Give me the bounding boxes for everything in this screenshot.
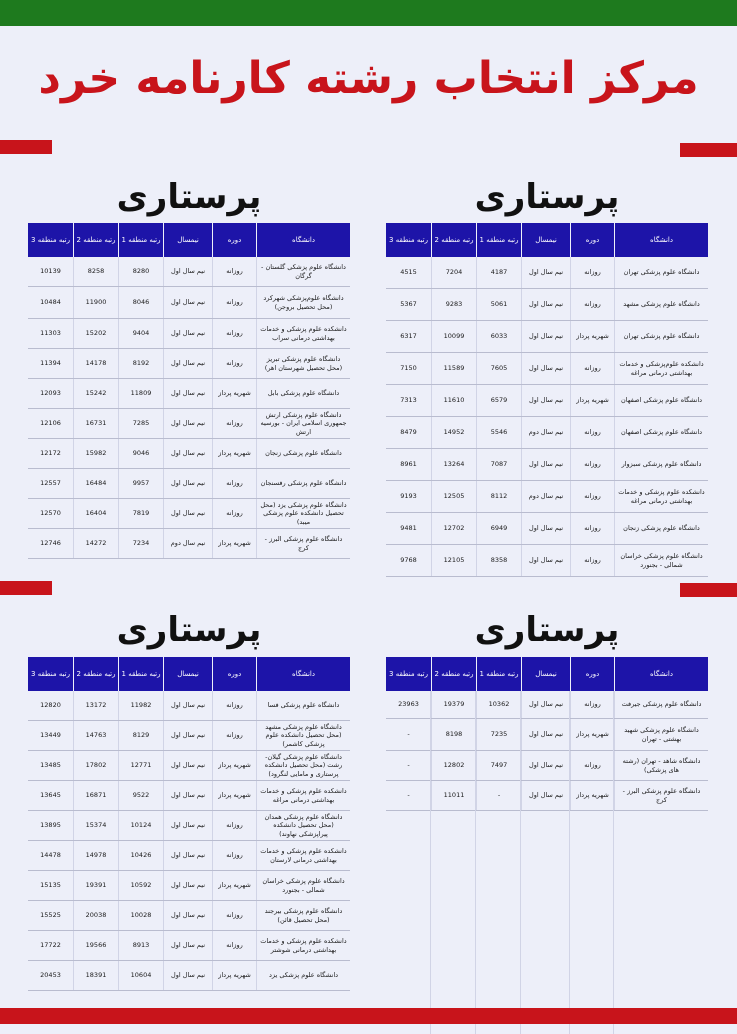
- header-university: دانشگاه: [256, 657, 350, 691]
- table-body: [28, 691, 350, 991]
- cell-course-type: روزانه: [570, 257, 614, 288]
- cell-semester: نیم سال اول: [163, 469, 212, 498]
- cell-rank-region-3: 7313: [400, 396, 417, 405]
- accent-bar-left-top: [0, 140, 52, 154]
- cell-university: دانشگاه علوم پزشکی ارتش جمهوری اسلامی ایران - بورسیه ارتش: [256, 409, 350, 438]
- header-rank-region-3: رتبه منطقه 3: [389, 235, 429, 244]
- cell-rank-region-2: 13264: [431, 449, 476, 480]
- cell-rank-region-3: -: [407, 791, 410, 800]
- cell-university: دانشگاه علوم پزشکی خراسان شمالی - بجنورد: [256, 871, 350, 900]
- cell-course-type: شهریه پرداز: [212, 781, 256, 810]
- cell-rank-region-1: 10426: [118, 841, 163, 870]
- cell-rank-region-3: 17722: [40, 941, 61, 950]
- cell-rank-region-1: 6949: [476, 513, 521, 544]
- header-semester: نیمسال: [163, 223, 212, 257]
- table-row: [28, 409, 350, 439]
- table-row: [386, 513, 708, 545]
- cell-course-type: شهریه پرداز: [570, 719, 614, 750]
- cell-university: دانشگاه علوم پزشکی اصفهان: [614, 417, 708, 448]
- cell-rank-region-2: 16484: [73, 469, 118, 498]
- table-row: [28, 931, 350, 961]
- table-row: [386, 781, 708, 811]
- cell-rank-region-2: 17802: [73, 751, 118, 780]
- table-row: [386, 719, 708, 751]
- table-row: [386, 481, 708, 513]
- cell-semester: نیم سال اول: [163, 257, 212, 286]
- cell-rank-region-1: 9046: [118, 439, 163, 468]
- cell-rank-region-1: 5061: [476, 289, 521, 320]
- cell-course-type: روزانه: [570, 289, 614, 320]
- cell-semester: نیم سال اول: [521, 257, 570, 288]
- table-header: [386, 657, 708, 691]
- cell-university: دانشگاه علوم پزشکی تهران: [614, 321, 708, 352]
- table-row: [28, 781, 350, 811]
- cell-rank-region-1: 10592: [118, 871, 163, 900]
- cell-rank-region-3: -: [407, 730, 410, 739]
- cell-rank-region-3: 12570: [40, 509, 61, 518]
- table-panel-top-right: [386, 223, 708, 577]
- cell-rank-region-2: 15242: [73, 379, 118, 408]
- cell-course-type: روزانه: [212, 691, 256, 720]
- page-title: مرکز انتخاب رشته کارنامه خرد: [38, 53, 699, 104]
- cell-rank-region-3: 10139: [40, 267, 61, 276]
- cell-rank-region-2: 19391: [73, 871, 118, 900]
- header-rank-region-3: رتبه منطقه 3: [31, 669, 71, 678]
- cell-rank-region-1: 7285: [118, 409, 163, 438]
- cell-semester: نیم سال اول: [521, 781, 570, 810]
- cell-rank-region-2: 16731: [73, 409, 118, 438]
- table-row: [28, 841, 350, 871]
- cell-rank-region-2: 13172: [73, 691, 118, 720]
- table-row: [386, 353, 708, 385]
- cell-university: دانشکده علوم پزشکی و خدمات بهداشتی درمانی مراغه: [256, 781, 350, 810]
- cell-course-type: شهریه پرداز: [570, 781, 614, 810]
- cell-rank-region-1: 7234: [118, 529, 163, 558]
- cell-rank-region-1: 8046: [118, 287, 163, 318]
- cell-semester: نیم سال اول: [521, 353, 570, 384]
- cell-rank-region-1: -: [476, 781, 521, 810]
- cell-university: دانشکده علوم پزشکی و خدمات بهداشتی درمانی مراغه: [614, 481, 708, 512]
- cell-semester: نیم سال اول: [163, 781, 212, 810]
- header-rank-region-2: رتبه منطقه 2: [73, 657, 118, 691]
- header-course-type: دوره: [570, 657, 614, 691]
- cell-course-type: روزانه: [570, 449, 614, 480]
- cell-university: دانشگاه علوم پزشکی گلستان - گرگان: [256, 257, 350, 286]
- table-header: [28, 657, 350, 691]
- cell-rank-region-1: 10124: [118, 811, 163, 840]
- cell-semester: نیم سال اول: [163, 691, 212, 720]
- cell-semester: نیم سال اول: [521, 289, 570, 320]
- cell-semester: نیم سال اول: [521, 449, 570, 480]
- cell-rank-region-2: 14178: [73, 349, 118, 378]
- cell-rank-region-1: 8280: [118, 257, 163, 286]
- cell-university: دانشگاه علوم پزشکی همدان (محل تحصیل دانشکده پیراپزشکی نهاوند): [256, 811, 350, 840]
- table-row: [28, 901, 350, 931]
- cell-rank-region-3: 14478: [40, 851, 61, 860]
- cell-rank-region-1: 10362: [476, 691, 521, 718]
- cell-rank-region-1: 8129: [118, 721, 163, 750]
- cell-rank-region-2: 19379: [431, 691, 476, 718]
- cell-semester: نیم سال اول: [521, 545, 570, 576]
- cell-university: دانشگاه علوم پزشکی یزد (محل تحصیل دانشکده علوم پزشکی میبد): [256, 499, 350, 528]
- cell-course-type: روزانه: [212, 931, 256, 960]
- cell-course-type: شهریه پرداز: [212, 751, 256, 780]
- cell-university: دانشگاه علوم پزشکی مشهد: [614, 289, 708, 320]
- table-panel-bottom-left: [28, 657, 350, 991]
- table-row: [28, 811, 350, 841]
- cell-rank-region-2: 10099: [431, 321, 476, 352]
- header-course-type: دوره: [570, 223, 614, 257]
- cell-rank-region-2: 7204: [431, 257, 476, 288]
- header-semester: نیمسال: [163, 657, 212, 691]
- cell-course-type: روزانه: [212, 257, 256, 286]
- cell-rank-region-1: 12771: [118, 751, 163, 780]
- header-rank-region-3: رتبه منطقه 3: [31, 235, 71, 244]
- cell-rank-region-1: 5546: [476, 417, 521, 448]
- cell-course-type: شهریه پرداز: [212, 871, 256, 900]
- cell-rank-region-1: 10028: [118, 901, 163, 930]
- cell-rank-region-1: 9522: [118, 781, 163, 810]
- table-row: [386, 449, 708, 481]
- table-panel-top-left: [28, 223, 350, 559]
- cell-university: دانشکده علوم پزشکی و خدمات بهداشتی درمانی شوشتر: [256, 931, 350, 960]
- header-rank-region-1: رتبه منطقه 1: [118, 223, 163, 257]
- cell-course-type: روزانه: [212, 811, 256, 840]
- table-row: [386, 691, 708, 719]
- accent-bar-left-mid: [0, 581, 52, 595]
- table-row: [28, 349, 350, 379]
- cell-university: دانشگاه علوم پزشکی تهران: [614, 257, 708, 288]
- cell-semester: نیم سال اول: [521, 513, 570, 544]
- table-row: [28, 469, 350, 499]
- cell-rank-region-2: 18391: [73, 961, 118, 990]
- column-divider: [613, 691, 614, 1034]
- cell-university: دانشگاه علوم پزشکی سبزوار: [614, 449, 708, 480]
- table-row: [28, 379, 350, 409]
- table-panel-bottom-right: [386, 657, 708, 1034]
- cell-university: دانشکده علوم پزشکی و خدمات بهداشتی درمانی لارستان: [256, 841, 350, 870]
- cell-semester: نیم سال اول: [521, 385, 570, 416]
- cell-rank-region-3: 15525: [40, 911, 61, 920]
- column-divider: [520, 691, 521, 1034]
- cell-university: دانشگاه علوم پزشکی یزد: [256, 961, 350, 990]
- cell-rank-region-3: 23963: [398, 700, 419, 709]
- table-row: [28, 961, 350, 991]
- table-row: [28, 721, 350, 751]
- table-row: [28, 871, 350, 901]
- cell-rank-region-2: 19566: [73, 931, 118, 960]
- cell-university: دانشگاه علوم پزشکی رفسنجان: [256, 469, 350, 498]
- cell-course-type: روزانه: [212, 721, 256, 750]
- cell-course-type: روزانه: [570, 691, 614, 718]
- cell-rank-region-3: 9481: [400, 524, 417, 533]
- cell-semester: نیم سال اول: [163, 499, 212, 528]
- section-title-bottom-left: پرستاری: [116, 610, 262, 650]
- cell-course-type: روزانه: [570, 353, 614, 384]
- accent-bar-right-top: [680, 143, 737, 157]
- cell-university: دانشگاه علوم پزشکی شهید بهشتی - تهران: [614, 719, 708, 750]
- table-header: [28, 223, 350, 257]
- cell-rank-region-2: 11589: [431, 353, 476, 384]
- header-course-type: دوره: [212, 657, 256, 691]
- cell-rank-region-2: 8258: [73, 257, 118, 286]
- cell-university: دانشکده علوم‌پزشکی و خدمات بهداشتی درمانی مراغه: [614, 353, 708, 384]
- cell-rank-region-1: 7235: [476, 719, 521, 750]
- cell-course-type: روزانه: [212, 319, 256, 348]
- cell-rank-region-1: 8358: [476, 545, 521, 576]
- table-row: [386, 289, 708, 321]
- cell-semester: نیم سال دوم: [521, 417, 570, 448]
- cell-course-type: روزانه: [212, 841, 256, 870]
- cell-rank-region-2: 8198: [431, 719, 476, 750]
- cell-semester: نیم سال اول: [163, 439, 212, 468]
- cell-semester: نیم سال اول: [521, 719, 570, 750]
- header-rank-region-2: رتبه منطقه 2: [431, 657, 476, 691]
- cell-semester: نیم سال اول: [163, 931, 212, 960]
- cell-rank-region-1: 4187: [476, 257, 521, 288]
- cell-rank-region-2: 15374: [73, 811, 118, 840]
- cell-rank-region-2: 15202: [73, 319, 118, 348]
- cell-rank-region-2: 14272: [73, 529, 118, 558]
- cell-rank-region-2: 12702: [431, 513, 476, 544]
- cell-rank-region-3: 13645: [40, 791, 61, 800]
- cell-rank-region-2: 12105: [431, 545, 476, 576]
- header-university: دانشگاه: [256, 223, 350, 257]
- cell-semester: نیم سال اول: [163, 319, 212, 348]
- header-course-type: دوره: [212, 223, 256, 257]
- cell-university: دانشگاه علوم پزشکی بیرجند (محل تحصیل قائن): [256, 901, 350, 930]
- cell-rank-region-2: 15982: [73, 439, 118, 468]
- cell-course-type: شهریه پرداز: [212, 961, 256, 990]
- cell-rank-region-3: 11394: [40, 359, 61, 368]
- column-divider: [430, 691, 431, 1034]
- cell-university: دانشگاه علوم پزشکی البرز - کرج: [256, 529, 350, 558]
- cell-rank-region-2: 12802: [431, 751, 476, 780]
- table-row: [386, 321, 708, 353]
- cell-semester: نیم سال اول: [163, 961, 212, 990]
- table-row: [386, 257, 708, 289]
- bottom-color-bar: [0, 1008, 737, 1024]
- cell-rank-region-1: 11809: [118, 379, 163, 408]
- cell-rank-region-3: 4515: [400, 268, 417, 277]
- cell-university: دانشگاه علوم پزشکی زنجان: [256, 439, 350, 468]
- header-semester: نیمسال: [521, 657, 570, 691]
- cell-rank-region-2: 9283: [431, 289, 476, 320]
- table-header: [386, 223, 708, 257]
- cell-rank-region-3: 9193: [400, 492, 417, 501]
- header-rank-region-1: رتبه منطقه 1: [476, 223, 521, 257]
- header-rank-region-2: رتبه منطقه 2: [73, 223, 118, 257]
- cell-rank-region-1: 9957: [118, 469, 163, 498]
- cell-university: دانشگاه علوم پزشکی گیلان- رشت (محل تحصیل دانشکده پرستاری و مامایی لنگرود): [256, 751, 350, 780]
- section-title-bottom-right: پرستاری: [474, 610, 620, 650]
- cell-rank-region-3: 8479: [400, 428, 417, 437]
- header-rank-region-1: رتبه منطقه 1: [476, 657, 521, 691]
- header-university: دانشگاه: [614, 223, 708, 257]
- cell-rank-region-2: 16871: [73, 781, 118, 810]
- cell-rank-region-2: 11610: [431, 385, 476, 416]
- cell-university: دانشگاه علوم‌پزشکی شهرکرد (محل تحصیل بروجن): [256, 287, 350, 318]
- table-row: [28, 287, 350, 319]
- table-body: [28, 257, 350, 559]
- cell-rank-region-1: 6033: [476, 321, 521, 352]
- cell-university: دانشگاه علوم پزشکی اصفهان: [614, 385, 708, 416]
- cell-rank-region-2: 20038: [73, 901, 118, 930]
- cell-rank-region-3: 12093: [40, 389, 61, 398]
- cell-rank-region-3: 7150: [400, 364, 417, 373]
- cell-rank-region-3: 10484: [40, 298, 61, 307]
- cell-rank-region-1: 9404: [118, 319, 163, 348]
- cell-semester: نیم سال اول: [163, 379, 212, 408]
- cell-rank-region-2: 14952: [431, 417, 476, 448]
- cell-rank-region-3: 13449: [40, 731, 61, 740]
- cell-university: دانشکده علوم پزشکی و خدمات بهداشتی درمانی سراب: [256, 319, 350, 348]
- cell-rank-region-1: 8913: [118, 931, 163, 960]
- cell-rank-region-3: 15135: [40, 881, 61, 890]
- cell-semester: نیم سال اول: [521, 321, 570, 352]
- table-row: [28, 751, 350, 781]
- cell-university: دانشگاه علوم پزشکی زنجان: [614, 513, 708, 544]
- cell-rank-region-3: 12746: [40, 539, 61, 548]
- cell-semester: نیم سال اول: [521, 751, 570, 780]
- cell-university: دانشگاه علوم پزشکی البرز - کرج: [614, 781, 708, 810]
- cell-rank-region-2: 11900: [73, 287, 118, 318]
- table-row: [28, 439, 350, 469]
- cell-rank-region-3: 13485: [40, 761, 61, 770]
- header-rank-region-3: رتبه منطقه 3: [389, 669, 429, 678]
- cell-semester: نیم سال اول: [163, 871, 212, 900]
- top-color-bar: [0, 0, 737, 26]
- cell-rank-region-3: 12557: [40, 479, 61, 488]
- accent-bar-right-mid: [680, 583, 737, 597]
- cell-course-type: روزانه: [212, 499, 256, 528]
- cell-rank-region-3: 13895: [40, 821, 61, 830]
- cell-course-type: روزانه: [212, 349, 256, 378]
- cell-semester: نیم سال اول: [163, 349, 212, 378]
- cell-course-type: شهریه پرداز: [212, 439, 256, 468]
- cell-rank-region-1: 7497: [476, 751, 521, 780]
- cell-rank-region-3: 12820: [40, 701, 61, 710]
- cell-university: دانشگاه علوم پزشکی بابل: [256, 379, 350, 408]
- cell-course-type: روزانه: [570, 751, 614, 780]
- cell-course-type: روزانه: [570, 417, 614, 448]
- table-row: [28, 529, 350, 559]
- cell-semester: نیم سال اول: [163, 901, 212, 930]
- cell-rank-region-3: 9768: [400, 556, 417, 565]
- header-university: دانشگاه: [614, 657, 708, 691]
- cell-semester: نیم سال دوم: [163, 529, 212, 558]
- cell-course-type: روزانه: [570, 513, 614, 544]
- table-row: [386, 545, 708, 577]
- cell-semester: نیم سال دوم: [521, 481, 570, 512]
- cell-rank-region-1: 7087: [476, 449, 521, 480]
- section-title-top-left: پرستاری: [116, 177, 262, 217]
- cell-rank-region-1: 6579: [476, 385, 521, 416]
- cell-rank-region-2: 11011: [431, 781, 476, 810]
- table-row: [28, 319, 350, 349]
- cell-rank-region-1: 8192: [118, 349, 163, 378]
- cell-university: دانشگاه علوم پزشکی مشهد (محل تحصیل دانشکده علوم پزشکی کاشمر): [256, 721, 350, 750]
- cell-rank-region-3: 8961: [400, 460, 417, 469]
- cell-semester: نیم سال اول: [163, 751, 212, 780]
- cell-rank-region-1: 11982: [118, 691, 163, 720]
- section-title-top-right: پرستاری: [474, 177, 620, 217]
- cell-university: دانشگاه علوم پزشکی جیرفت: [614, 691, 708, 718]
- cell-university: دانشگاه شاهد - تهران (رشته های پزشکی): [614, 751, 708, 780]
- table-row: [28, 499, 350, 529]
- cell-course-type: روزانه: [570, 545, 614, 576]
- table-body: [386, 257, 708, 577]
- cell-rank-region-2: 14978: [73, 841, 118, 870]
- cell-rank-region-3: 6317: [400, 332, 417, 341]
- table-row: [386, 385, 708, 417]
- cell-rank-region-2: 12505: [431, 481, 476, 512]
- table-row: [386, 751, 708, 781]
- cell-rank-region-1: 10604: [118, 961, 163, 990]
- cell-rank-region-3: 12172: [40, 449, 61, 458]
- cell-university: دانشگاه علوم پزشکی تبریز (محل تحصیل شهرستان اهر): [256, 349, 350, 378]
- cell-rank-region-3: 12106: [40, 419, 61, 428]
- cell-course-type: روزانه: [212, 287, 256, 318]
- cell-semester: نیم سال اول: [163, 287, 212, 318]
- cell-course-type: روزانه: [212, 901, 256, 930]
- column-divider: [475, 691, 476, 1034]
- table-row: [28, 691, 350, 721]
- cell-course-type: شهریه پرداز: [212, 379, 256, 408]
- cell-course-type: روزانه: [570, 481, 614, 512]
- cell-university: دانشگاه علوم پزشکی فسا: [256, 691, 350, 720]
- cell-rank-region-2: 16404: [73, 499, 118, 528]
- cell-rank-region-3: -: [407, 761, 410, 770]
- cell-university: دانشگاه علوم پزشکی خراسان شمالی - بجنورد: [614, 545, 708, 576]
- cell-rank-region-1: 7605: [476, 353, 521, 384]
- cell-rank-region-1: 8112: [476, 481, 521, 512]
- cell-rank-region-1: 7819: [118, 499, 163, 528]
- cell-rank-region-3: 20453: [40, 971, 61, 980]
- cell-semester: نیم سال اول: [521, 691, 570, 718]
- cell-course-type: شهریه پرداز: [570, 321, 614, 352]
- cell-course-type: شهریه پرداز: [212, 529, 256, 558]
- cell-rank-region-3: 5367: [400, 300, 417, 309]
- cell-rank-region-3: 11303: [40, 329, 61, 338]
- header-semester: نیمسال: [521, 223, 570, 257]
- table-body: [386, 691, 708, 1034]
- header-rank-region-1: رتبه منطقه 1: [118, 657, 163, 691]
- cell-course-type: روزانه: [212, 469, 256, 498]
- column-divider: [569, 691, 570, 1034]
- table-row: [28, 257, 350, 287]
- cell-course-type: شهریه پرداز: [570, 385, 614, 416]
- cell-course-type: روزانه: [212, 409, 256, 438]
- cell-semester: نیم سال اول: [163, 721, 212, 750]
- header-rank-region-2: رتبه منطقه 2: [431, 223, 476, 257]
- cell-semester: نیم سال اول: [163, 409, 212, 438]
- cell-semester: نیم سال اول: [163, 841, 212, 870]
- cell-rank-region-2: 14763: [73, 721, 118, 750]
- table-row: [386, 417, 708, 449]
- cell-semester: نیم سال اول: [163, 811, 212, 840]
